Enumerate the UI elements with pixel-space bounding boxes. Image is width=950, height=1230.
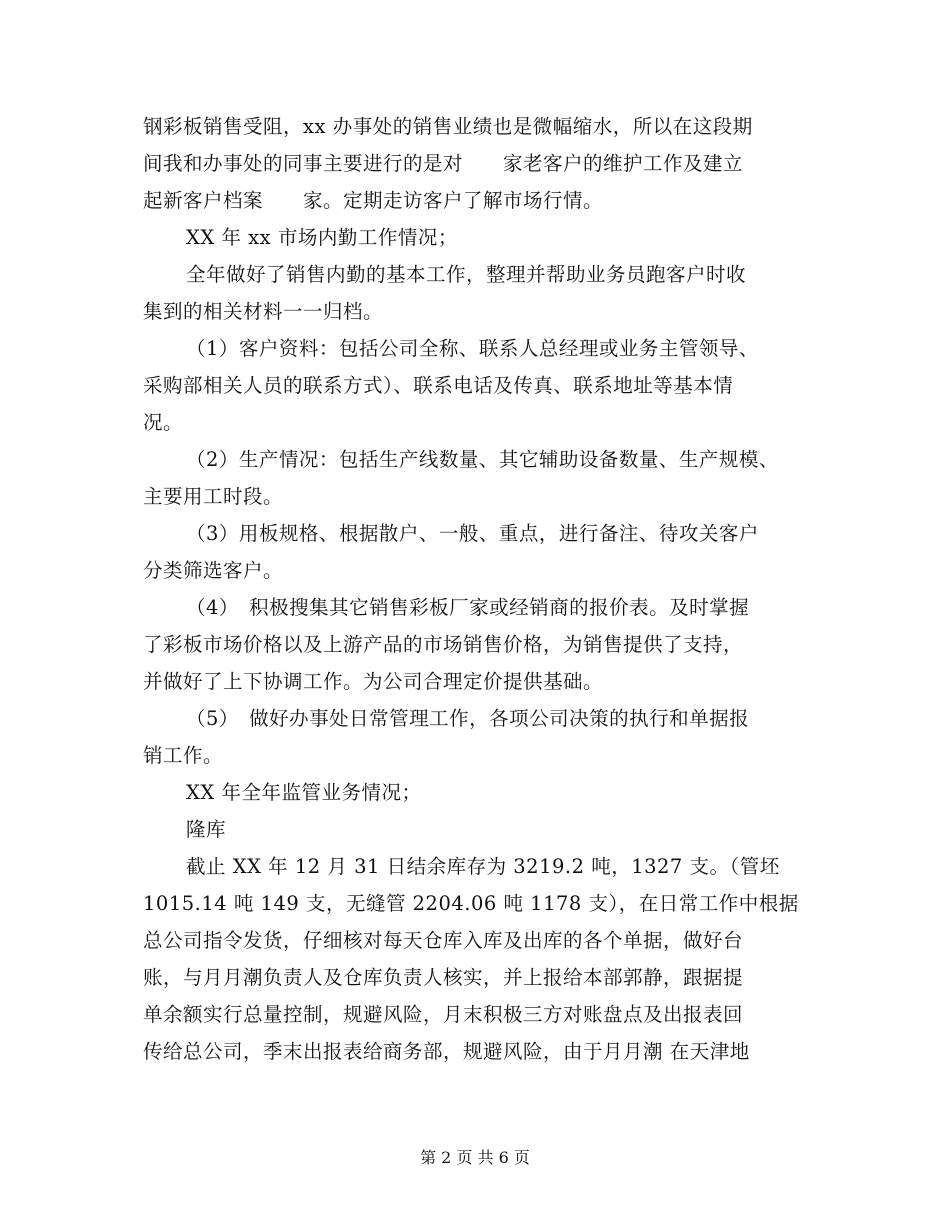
text-line: 采购部相关人员的联系方式）、联系电话及传真、联系地址等基本情 — [143, 374, 734, 397]
text-line: 销工作。 — [143, 744, 224, 767]
text-line: 单余额实行总量控制，规避风险，月末积极三方对账盘点及出报表回 — [143, 1003, 744, 1026]
text-line: 账，与月月潮负责人及仓库负责人核实，并上报给本部郭静，跟据提 — [143, 966, 744, 989]
list-item-5: （5） 做好办事处日常管理工作，各项公司决策的执行和单据报 — [186, 707, 750, 730]
list-item-2: （2）生产情况：包括生产线数量、其它辅助设备数量、生产规模、 — [186, 448, 779, 471]
text-line: 1015.14 吨 149 支，无缝管 2204.06 吨 1178 支），在日常工作中根据 — [143, 892, 799, 915]
text-line: 截止 XX 年 12 月 31 日结余库存为 3219.2 吨，1327 支。（管坯 — [186, 855, 780, 878]
text-line: 钢彩板销售受阻，xx 办事处的销售业绩也是微幅缩水，所以在这段期 — [143, 115, 753, 138]
text-line: 集到的相关材料一一归档。 — [143, 300, 384, 323]
list-item-4: （4） 积极搜集其它销售彩板厂家或经销商的报价表。及时掌握 — [186, 596, 750, 619]
text-line: 况。 — [143, 411, 184, 434]
text-line: 全年做好了销售内勤的基本工作，整理并帮助业务员跑客户时收 — [186, 263, 747, 286]
text-line: 起新客户档案 家。定期走访客户了解市场行情。 — [143, 189, 604, 212]
list-item-3: （3）用板规格、根据散户、一般、重点，进行备注、待攻关客户 — [186, 522, 759, 545]
text-line: 并做好了上下协调工作。为公司合理定价提供基础。 — [143, 670, 604, 693]
text-line: 间我和办事处的同事主要进行的是对 家老客户的维护工作及建立 — [143, 152, 744, 175]
text-line: 主要用工时段。 — [143, 485, 284, 508]
section-heading: XX 年 xx 市场内勤工作情况； — [186, 226, 458, 249]
section-subheading: 隆库 — [186, 818, 227, 841]
text-line: 总公司指令发货，仔细核对每天仓库入库及出库的各个单据，做好台 — [143, 929, 744, 952]
text-line: 分类筛选客户。 — [143, 559, 284, 582]
page-number: 第 2 页 共 6 页 — [420, 1148, 530, 1167]
list-item-1: （1）客户资料：包括公司全称、联系人总经理或业务主管领导、 — [186, 337, 759, 360]
text-line: 了彩板市场价格以及上游产品的市场销售价格，为销售提供了支持， — [143, 633, 744, 656]
text-line: 传给总公司，季末出报表给商务部，规避风险，由于月月潮 在天津地 — [143, 1040, 750, 1063]
section-heading: XX 年全年监管业务情况； — [186, 781, 422, 804]
